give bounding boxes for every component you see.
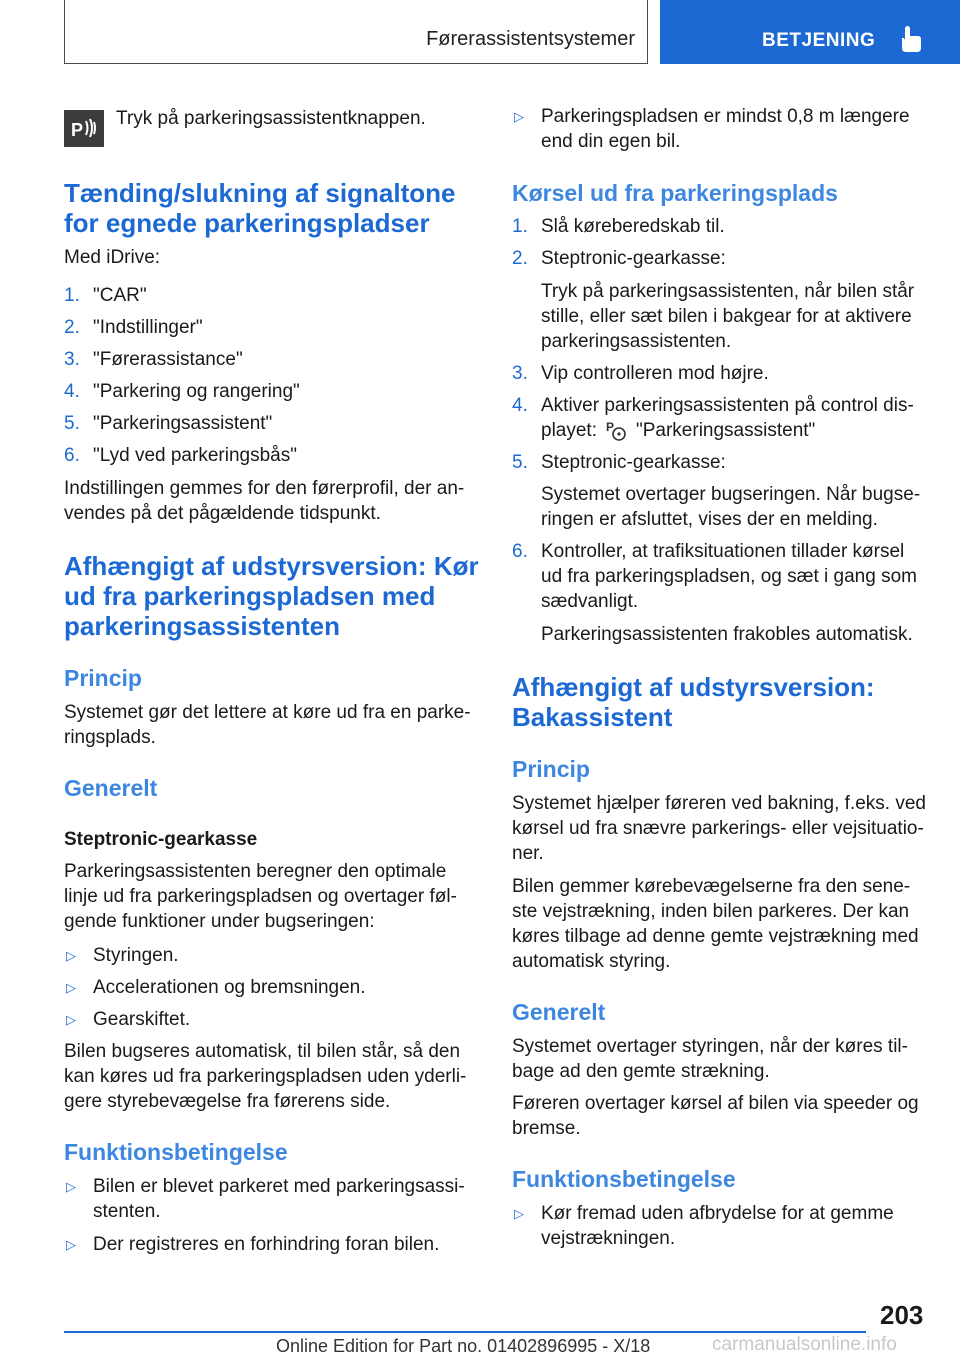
step-number: 2.	[64, 317, 80, 338]
calc-text: linje ud fra parkeringspladsen og overtager føl-	[64, 886, 457, 907]
heading-back-assistant-line1: Afhængigt af udstyrsversion:	[512, 672, 875, 702]
bullet-icon: ▷	[66, 948, 76, 963]
step-number: 3.	[512, 363, 528, 384]
condition-item: Der registreres en forhindring foran bilen.	[93, 1234, 440, 1255]
heading-principle: Princip	[512, 756, 590, 782]
footer-edition: Online Edition for Part no. 01402896995 - X/18	[276, 1336, 651, 1356]
hand-pointer-icon	[896, 24, 926, 54]
step-number: 1.	[512, 216, 528, 237]
heading-signal-tone-line1: Tænding/slukning af signaltone	[64, 178, 456, 208]
principle-text: ner.	[512, 843, 544, 864]
drive-out-step: Vip controlleren mod højre.	[541, 363, 769, 384]
heading-exit-parking-line2: ud fra parkeringspladsen med	[64, 581, 436, 611]
towed-text: Bilen bugseres automatisk, til bilen står, så den	[64, 1041, 461, 1062]
drive-out-step-detail: Systemet overtager bugseringen. Når bugse-	[541, 484, 921, 505]
intro-text: Tryk på parkeringsassistentknappen.	[116, 108, 426, 129]
saved-setting-text: vendes på det pågældende tidspunkt.	[64, 503, 381, 524]
calc-text: gende funktioner under bugseringen:	[64, 911, 375, 932]
principle-text: ringsplads.	[64, 727, 156, 748]
calc-text: Parkeringsassistenten beregner den optimale	[64, 861, 447, 882]
drive-out-step: Steptronic-gearkasse:	[541, 248, 726, 269]
memory-text: ste vejstrækning, inden bilen parkeres. Der kan	[512, 901, 910, 922]
bullet-icon: ▷	[514, 1206, 524, 1221]
svg-text:P: P	[71, 120, 84, 140]
bullet-icon: ▷	[66, 980, 76, 995]
menu-step: "Parkering og rangering"	[93, 381, 300, 402]
drive-out-step: ud fra parkeringspladsen, og sæt i gang som	[541, 566, 917, 587]
step-number: 1.	[64, 285, 80, 306]
function-item: Accelerationen og bremsningen.	[93, 977, 366, 998]
drive-out-step: "Parkeringsassistent"	[636, 420, 816, 441]
heading-steptronic: Steptronic-gearkasse	[64, 829, 258, 850]
step-number: 5.	[512, 452, 528, 473]
drive-out-step-detail: Tryk på parkeringsassistenten, når bilen står	[541, 281, 915, 302]
condition-item: Kør fremad uden afbrydelse for at gemme	[541, 1203, 894, 1224]
heading-exit-parking-line1: Afhængigt af udstyrsversion: Kør	[64, 551, 479, 581]
idrive-label: Med iDrive:	[64, 247, 161, 268]
condition-item: Parkeringspladsen er mindst 0,8 m længere	[541, 106, 910, 127]
drive-out-step-detail: Parkeringsassistenten frakobles automatisk.	[541, 624, 913, 645]
towed-text: kan køres ud fra parkeringspladsen uden yderli-	[64, 1066, 467, 1087]
drive-out-step: playet:	[541, 420, 597, 441]
watermark: carmanualsonline.info	[712, 1334, 897, 1355]
function-item: Gearskiftet.	[93, 1009, 191, 1030]
saved-setting-text: Indstillingen gemmes for den førerprofil, der an-	[64, 478, 465, 499]
general-text: Systemet overtager styringen, når der køres til-	[512, 1036, 908, 1057]
drive-out-step-detail: parkeringsassistenten.	[541, 331, 732, 352]
menu-step: "Parkeringsassistent"	[93, 413, 273, 434]
heading-principle: Princip	[64, 665, 142, 691]
function-item: Styringen.	[93, 945, 179, 966]
heading-general: Generelt	[64, 775, 158, 801]
header-section-box	[64, 0, 648, 64]
svg-text:P: P	[606, 420, 615, 434]
header-section-title: Førerassistentsystemer	[426, 28, 635, 50]
bullet-icon: ▷	[66, 1012, 76, 1027]
condition-item: stenten.	[93, 1201, 161, 1222]
menu-step: "CAR"	[93, 285, 147, 306]
step-number: 6.	[64, 445, 80, 466]
header-chapter-title: BETJENING	[762, 30, 876, 51]
general-text: bage ad den gemte strækning.	[512, 1061, 770, 1082]
principle-text: Systemet hjælper føreren ved bakning, f.eks. ved	[512, 793, 926, 814]
general-text: Føreren overtager kørsel af bilen via speeder og	[512, 1093, 919, 1114]
memory-text: køres tilbage ad denne gemte vejstrækning med	[512, 926, 919, 947]
step-number: 4.	[64, 381, 80, 402]
memory-text: Bilen gemmer kørebevægelserne fra den sene-	[512, 876, 911, 897]
drive-out-step: Steptronic-gearkasse:	[541, 452, 726, 473]
heading-general: Generelt	[512, 999, 606, 1025]
bullet-icon: ▷	[66, 1237, 76, 1252]
condition-item: vejstrækningen.	[541, 1228, 676, 1249]
heading-exit-parking-line3: parkeringsassistenten	[64, 611, 341, 641]
menu-step: "Lyd ved parkeringsbås"	[93, 445, 297, 466]
drive-out-step: sædvanligt.	[541, 591, 639, 612]
footer-divider	[64, 1331, 866, 1333]
parking-assistant-display-icon	[604, 418, 630, 443]
header-chapter-tab	[660, 0, 960, 64]
drive-out-step: Aktiver parkeringsassistenten på control dis-	[541, 395, 914, 416]
towed-text: gere styrebevægelse fra førerens side.	[64, 1091, 391, 1112]
bullet-icon: ▷	[66, 1179, 76, 1194]
bullet-icon: ▷	[514, 109, 524, 124]
heading-conditions: Funktionsbetingelse	[64, 1139, 288, 1165]
parking-assistant-button-icon	[64, 110, 104, 147]
drive-out-step: Kontroller, at trafiksituationen tillader kørsel	[541, 541, 905, 562]
menu-step: "Førerassistance"	[93, 349, 243, 370]
heading-signal-tone-line2: for egnede parkeringspladser	[64, 208, 430, 238]
step-number: 4.	[512, 395, 528, 416]
heading-conditions: Funktionsbetingelse	[512, 1166, 736, 1192]
memory-text: automatisk styring.	[512, 951, 671, 972]
drive-out-step-detail: ringen er afsluttet, vises der en melding.	[541, 509, 878, 530]
page-number: 203	[880, 1300, 924, 1330]
general-text: bremse.	[512, 1118, 581, 1139]
principle-text: Systemet gør det lettere at køre ud fra en parke-	[64, 702, 471, 723]
drive-out-step: Slå køreberedskab til.	[541, 216, 725, 237]
menu-step: "Indstillinger"	[93, 317, 203, 338]
condition-item: end din egen bil.	[541, 131, 681, 152]
step-number: 3.	[64, 349, 80, 370]
step-number: 5.	[64, 413, 80, 434]
step-number: 6.	[512, 541, 528, 562]
condition-item: Bilen er blevet parkeret med parkeringsassi-	[93, 1176, 465, 1197]
principle-text: kørsel ud fra snævre parkerings- eller vejsituatio-	[512, 818, 924, 839]
heading-drive-out: Kørsel ud fra parkeringsplads	[512, 180, 838, 206]
heading-back-assistant-line2: Bakassistent	[512, 702, 673, 732]
step-number: 2.	[512, 248, 528, 269]
drive-out-step-detail: stille, eller sæt bilen i bakgear for at aktivere	[541, 306, 912, 327]
